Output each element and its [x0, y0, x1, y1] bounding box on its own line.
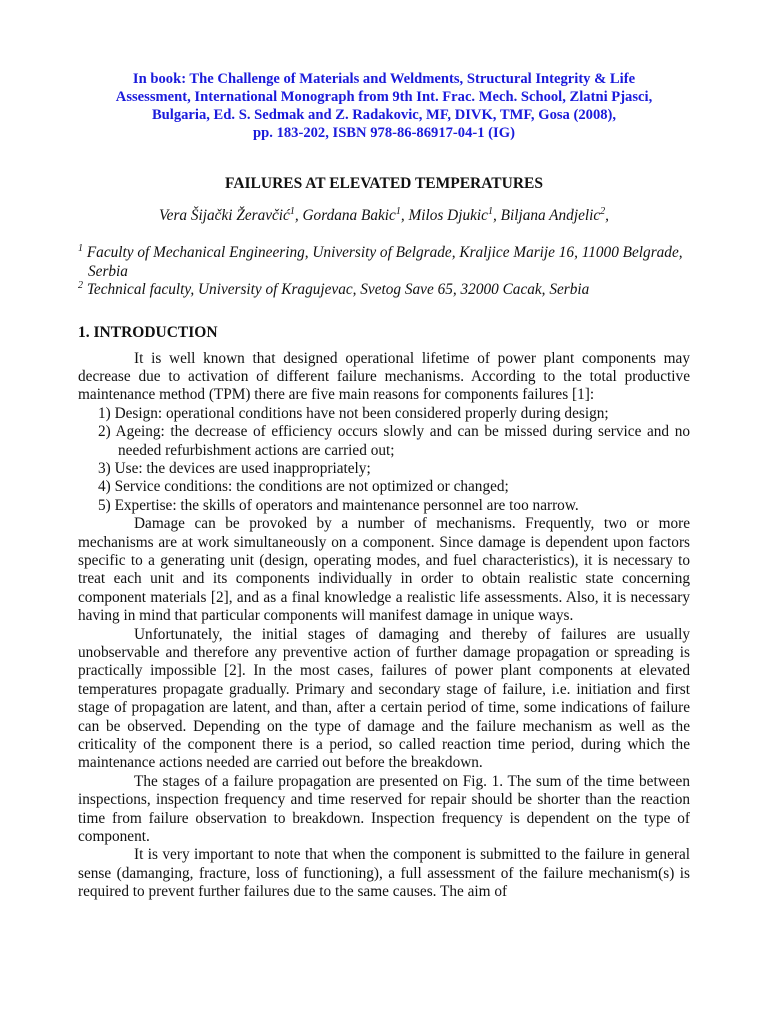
list-item: 4) Service conditions: the conditions are not optimized or changed;: [98, 478, 509, 496]
author-name: Gordana Bakic: [302, 207, 396, 224]
author-name: Biljana Andjelic: [500, 207, 601, 224]
citation-line: In book: The Challenge of Materials and Weldments, Structural Integrity & Life: [132, 71, 636, 87]
affiliation-number: 2: [78, 279, 83, 291]
author-affil-marker: 1: [289, 205, 295, 217]
affiliation-item: [78, 244, 690, 281]
list-item: 5) Expertise: the skills of operators and maintenance personnel are too narrow.: [98, 496, 579, 514]
paragraph: The stages of a failure propagation are presented on Fig. 1. The sum of the time between inspections, inspection frequency and time reserved for repair should be shorter than the reaction time from failure observation to breakdown. Inspection frequency is dependent on the type of component.: [78, 772, 690, 846]
citation-line: Assessment, International Monograph from 9th Int. Frac. Mech. School, Zlatni Pjasci,: [115, 89, 653, 105]
list-item: 3) Use: the devices are used inappropriately;: [98, 459, 371, 477]
paragraph: Damage can be provoked by a number of mechanisms. Frequently, two or more mechanisms are at work simultaneously on a component. Since damage is dependent upon factors specific to a generating unit (design, operating modes, and fuel characteristics), it is necessary to treat each unit and its components individually in order to obtain realistic state concerning component materials [2], and as a final knowledge a realistic life assessments. Also, it is necessary having in mind that particular components will manifest damage in unique ways.: [78, 515, 690, 625]
affiliation-text: Technical faculty, University of Kragujevac, Svetog Save 65, 32000 Cacak, Serbia: [83, 281, 590, 298]
document-page: [78, 70, 690, 902]
citation-line: pp. 183-202, ISBN 978-86-86917-04-1 (IG): [253, 125, 515, 141]
author-name: Milos Djukic: [408, 207, 488, 224]
paragraph: Unfortunately, the initial stages of damaging and thereby of failures are usually unobservable and therefore any preventive action of further damage propagation or spreading is practically impossible [2]. In the most cases, failures of power plant components at elevated temperatures propagate gradually. Primary and secondary stage of failure, i.e. initiation and first stage of propagation are latent, and than, after a certain period of time, some indications of failure can be observed. Depending on the type of damage and the failure mechanism as well as the criticality of the component there is a period, so called reaction time period, during which the maintenance actions needed are carried out before the breakdown.: [78, 625, 690, 772]
paragraph: It is very important to note that when the component is submitted to the failure in general sense (damanging, fracture, loss of functioning), a full assessment of the failure mechanism(s) is required to prevent further failures due to the same causes. The aim of: [78, 846, 690, 901]
author-list: Vera Šijački Žeravčić$^1$, Gordana Bakic$^1$, Milos Djukic$^1$, Biljana Andjelic$^2$,: [159, 205, 609, 224]
section-heading: 1. INTRODUCTION: [78, 323, 218, 341]
section-body: [78, 350, 690, 902]
paper-title: FAILURES AT ELEVATED TEMPERATURES: [225, 175, 543, 192]
list-item: 1) Design: operational conditions have not been considered properly during design;: [98, 404, 609, 422]
affiliations: [78, 244, 690, 300]
author-name: Vera Šijački Žeravčić: [159, 207, 290, 224]
affiliation-number: 1: [78, 242, 83, 254]
author-affil-marker: 2: [600, 205, 606, 217]
citation-block: [78, 70, 690, 142]
author-affil-marker: 1: [395, 205, 401, 217]
citation-line: Bulgaria, Ed. S. Sedmak and Z. Radakovic, MF, DIVK, TMF, Gosa (2008),: [151, 107, 617, 123]
author-affil-marker: 1: [487, 205, 493, 217]
affiliation-text: Faculty of Mechanical Engineering, University of Belgrade, Kraljice Marije 16, 11000 Belgrade, Serbia: [83, 244, 683, 280]
list-item: 2) Ageing: the decrease of efficiency occurs slowly and can be missed during service and no needed refurbishment actions are carried out;: [98, 423, 690, 459]
paragraph: It is well known that designed operational lifetime of power plant components may decrease due to activation of different failure mechanisms. According to the total productive maintenance method (TPM) there are five main reasons for components failures [1]:: [78, 349, 690, 404]
affiliation-item: [78, 281, 690, 300]
